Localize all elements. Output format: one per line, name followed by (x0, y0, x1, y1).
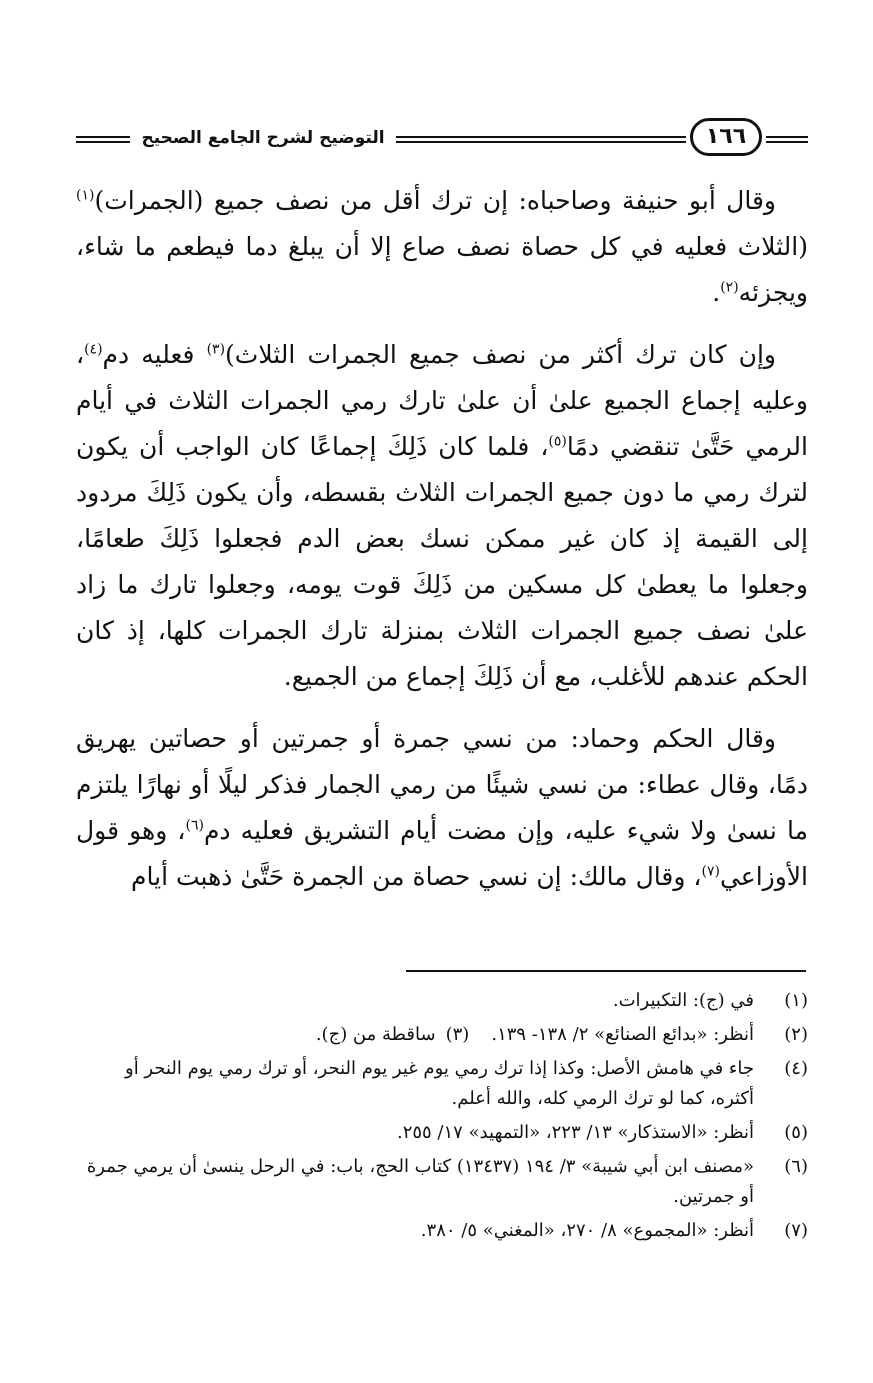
header-rule-left (76, 136, 130, 143)
footnote-text: أنظر: «بدائع الصنائع» ٢/ ١٣٨- ١٣٩. (491, 1024, 754, 1045)
footnote-ref: (٣) (206, 341, 226, 358)
footnote-text: «مصنف ابن أبي شيبة» ٣/ ١٩٤ (١٣٤٣٧) كتاب الحج، باب: في الرحل ينسىٰ أن يرمي جمرة أو جمرتين. (86, 1156, 754, 1207)
footnote (76, 1118, 808, 1148)
footnote-number: (٥) (784, 1122, 808, 1143)
footnote-text: في (ج): التكبيرات. (612, 990, 754, 1011)
text-run: وإن كان ترك أكثر من نصف جميع الجمرات الثلاث) (225, 340, 776, 369)
footnote (76, 1152, 808, 1212)
text-run: ، فلما كان ذَلِكَ إجماعًا كان الواجب أن يكون لترك رمي ما دون جميع الجمرات الثلاث بقسطه، وأن يكون ذَلِكَ مردود إلى القيمة إذ كان غير ممكن نسك بعض الدم فجعلوا ذَلِكَ طعامًا، وجعلوا ما يعطىٰ كل مسكين من ذَلِكَ قوت يومه، وجعلوا تارك ما زاد علىٰ نصف جميع الجمرات الثلاث بمنزلة تارك الجمرات كلها، إذ كان الحكم عندهم للأغلب، مع أن ذَلِكَ إجماع من الجميع. (76, 432, 808, 691)
footnote-separator (406, 970, 806, 972)
text-run: وقال أبو حنيفة وصاحباه: إن ترك أقل من نصف جميع (الجمرات) (94, 186, 776, 215)
footnote-ref: (٢) (720, 279, 739, 296)
main-text (76, 178, 808, 916)
footnote-ref: (١) (76, 187, 95, 204)
footnote-text: أنظر: «المجموع» ٨/ ٢٧٠، «المغني» ٥/ ٣٨٠. (420, 1220, 754, 1241)
running-title: التوضيح لشرح الجامع الصحيح (141, 128, 385, 148)
footnotes (76, 986, 808, 1250)
footnote-number: (١) (784, 990, 808, 1011)
text-run: (الثلاث فعليه في كل حصاة نصف صاع إلا أن يبلغ دما فيطعم ما شاء، ويجزئه (76, 232, 808, 307)
footnote-ref: (٤) (84, 341, 103, 358)
header-rule-middle (396, 136, 686, 143)
text-run: ، وهو قول الأوزاعي (76, 816, 808, 891)
header-rule-right (766, 136, 808, 143)
footnote-number: (٤) (784, 1058, 808, 1079)
footnote (76, 1216, 808, 1246)
footnote-number: (٢) (784, 1024, 808, 1045)
footnote-text: جاء في هامش الأصل: وكذا إذا ترك رمي يوم غير يوم النحر، أو ترك رمي يوم النحر أو أكثره، كما لو ترك الرمي كله، والله أعلم. (125, 1058, 754, 1109)
footnote-number: (٧) (784, 1220, 808, 1241)
footnote-ref: (٧) (701, 863, 720, 880)
footnote (76, 1054, 808, 1114)
footnote-number: (٦) (784, 1156, 808, 1177)
page-header (76, 118, 808, 162)
paragraph (76, 716, 808, 900)
page-number-badge: ١٦٦ (690, 118, 762, 156)
text-run: وقال الحكم وحماد: من نسي جمرة أو جمرتين أو حصاتين يهريق دمًا، وقال عطاء: من نسي شيئًا من رمي الجمار فذكر ليلًا أو نهارًا يلتزم ما نسىٰ ولا شيء عليه، وإن مضت أيام التشريق فعليه دم (76, 724, 808, 845)
footnote-ref: (٦) (185, 817, 204, 834)
footnote (76, 1020, 808, 1050)
footnote-ref: (٥) (548, 433, 567, 450)
footnote-text: أنظر: «الاستذكار» ١٣/ ٢٢٣، «التمهيد» ١٧/ ٢٥٥. (396, 1122, 754, 1143)
text-run: . (712, 278, 721, 307)
paragraph (76, 332, 808, 700)
footnote-number: (٣) (445, 1024, 470, 1045)
text-run: ، وقال مالك: إن نسي حصاة من الجمرة حَتَّىٰ ذهبت أيام (131, 862, 702, 891)
footnote-text: ساقطة من (ج). (315, 1024, 436, 1045)
footnote (76, 986, 808, 1016)
text-run: فعليه دم (102, 340, 207, 369)
paragraph (76, 178, 808, 316)
text-run: ، وعليه إجماع الجميع علىٰ أن علىٰ تارك رمي الجمرات الثلاث في أيام الرمي حَتَّىٰ تنقضي دمًا (76, 340, 808, 461)
